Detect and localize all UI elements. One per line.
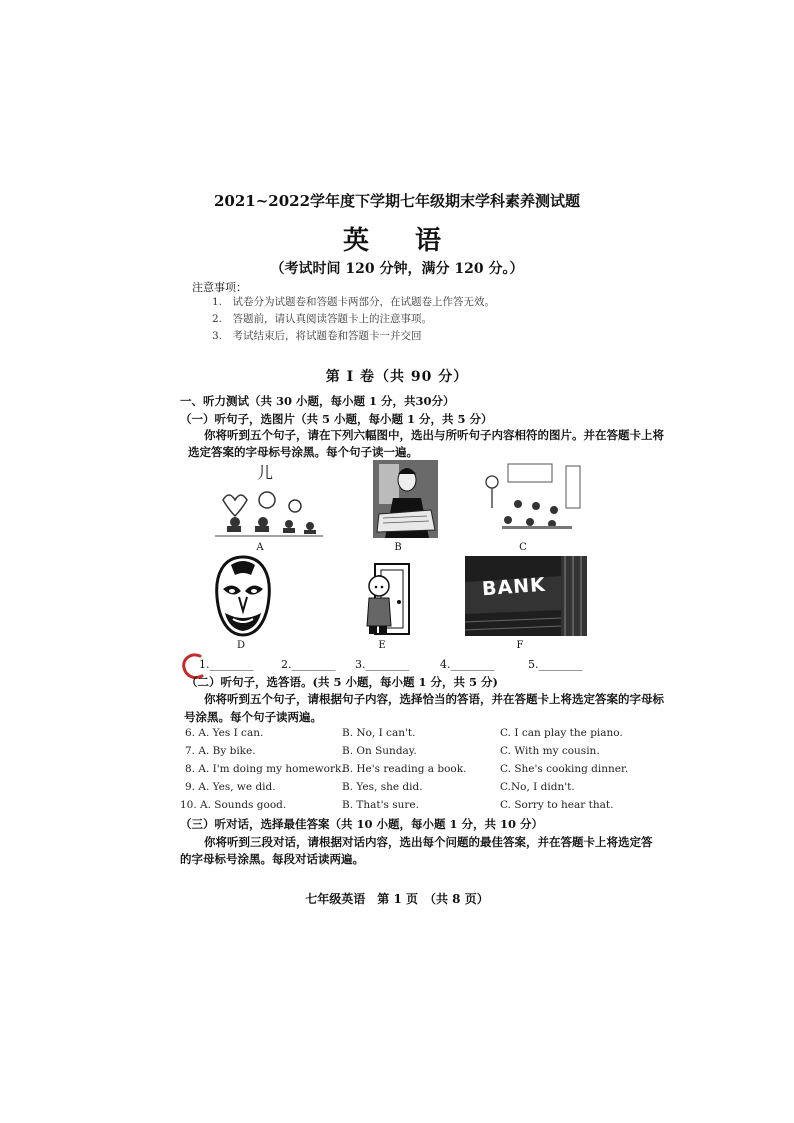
sec2-heading: （二）听句子，选答语。(共 5 小题，每小题 1 分，共 5 分)	[186, 675, 498, 689]
picture-a-family	[205, 460, 330, 542]
sec3-heading: （三）听对话，选择最佳答案（共 10 小题，每小题 1 分，共 10 分）	[180, 817, 544, 831]
exam-subject: 英 语	[342, 226, 451, 256]
picture-label-d: D	[236, 640, 246, 651]
question-6-option-b[interactable]: B. No, I can't.	[342, 727, 416, 739]
question-9-option-b[interactable]: B. Yes, she did.	[342, 781, 423, 793]
sec2-instruction: 你将听到五个句子，请根据句子内容，选择恰当的答语，并在答题卡上将选定答案的字母标	[204, 692, 664, 706]
picture-d-opera-mask	[213, 555, 273, 637]
picture-c-classroom	[478, 460, 586, 534]
question-8-option-a[interactable]: 8. A. I'm doing my homework.	[185, 763, 345, 775]
sec1-instruction: 你将听到五个句子，请在下列六幅图中，选出与所听句子内容相符的图片。并在答题卡上将	[204, 428, 664, 442]
picture-label-c: C	[519, 542, 527, 553]
sec3-instruction: 的字母标号涂黑。每段对话读两遍。	[180, 852, 364, 866]
question-6-option-a[interactable]: 6. A. Yes I can.	[185, 727, 264, 739]
picture-label-a: A	[256, 542, 264, 553]
svg-text:儿: 儿	[257, 463, 274, 482]
question-9-option-a[interactable]: 9. A. Yes, we did.	[185, 781, 276, 793]
page-footer: 七年级英语 第 1 页 （共 8 页）	[305, 892, 489, 906]
exam-time-note: （考试时间 120 分钟，满分 120 分。）	[270, 261, 524, 277]
picture-label-e: E	[378, 640, 386, 651]
sec2-instruction: 号涂黑。每个句子读两遍。	[184, 710, 322, 724]
sec1-heading: （一）听句子，选图片（共 5 小题，每小题 1 分，共 5 分）	[180, 412, 493, 426]
answer-blank-5[interactable]: 5.________	[528, 658, 583, 671]
question-10-option-c[interactable]: C. Sorry to hear that.	[500, 799, 614, 811]
answer-blank-3[interactable]: 3.________	[355, 658, 410, 671]
exam-title: 2021~2022学年度下学期七年级期末学科素养测试题	[213, 192, 581, 210]
answer-blank-1[interactable]: 1.________	[199, 658, 254, 671]
question-7-option-a[interactable]: 7. A. By bike.	[185, 745, 256, 757]
picture-label-b: B	[394, 542, 402, 553]
notice-item: 2. 答题前，请认真阅读答题卡上的注意事项。	[212, 313, 433, 325]
answer-blank-4[interactable]: 4.________	[440, 658, 495, 671]
sec1-instruction: 选定答案的字母标号涂黑。每个句子读一遍。	[188, 445, 418, 459]
question-6-option-c[interactable]: C. I can play the piano.	[500, 727, 623, 739]
question-9-option-c[interactable]: C.No, I didn't.	[500, 781, 575, 793]
notice-item: 1. 试卷分为试题卷和答题卡两部分，在试题卷上作答无效。	[212, 296, 496, 308]
question-7-option-b[interactable]: B. On Sunday.	[342, 745, 417, 757]
picture-label-f: F	[516, 640, 524, 651]
picture-b-man-reading	[373, 460, 438, 538]
part1-heading: 一、听力测试（共 30 小题，每小题 1 分，共30分）	[180, 394, 455, 408]
answer-blank-2[interactable]: 2.________	[281, 658, 336, 671]
volume-heading: 第 Ⅰ 卷（共 90 分）	[325, 369, 469, 385]
bank-sign-text: BANK	[481, 573, 547, 601]
question-7-option-c[interactable]: C. With my cousin.	[500, 745, 600, 757]
picture-e-boy-at-door	[365, 562, 411, 636]
question-10-option-a[interactable]: 10. A. Sounds good.	[180, 799, 287, 811]
question-8-option-b[interactable]: B. He's reading a book.	[342, 763, 467, 775]
notice-heading: 注意事项：	[192, 281, 247, 294]
notice-item: 3. 考试结束后，将试题卷和答题卡一并交回	[212, 330, 422, 342]
question-10-option-b[interactable]: B. That's sure.	[342, 799, 419, 811]
sec3-instruction: 你将听到三段对话，请根据对话内容，选出每个问题的最佳答案，并在答题卡上将选定答	[204, 835, 653, 849]
question-8-option-c[interactable]: C. She's cooking dinner.	[500, 763, 629, 775]
